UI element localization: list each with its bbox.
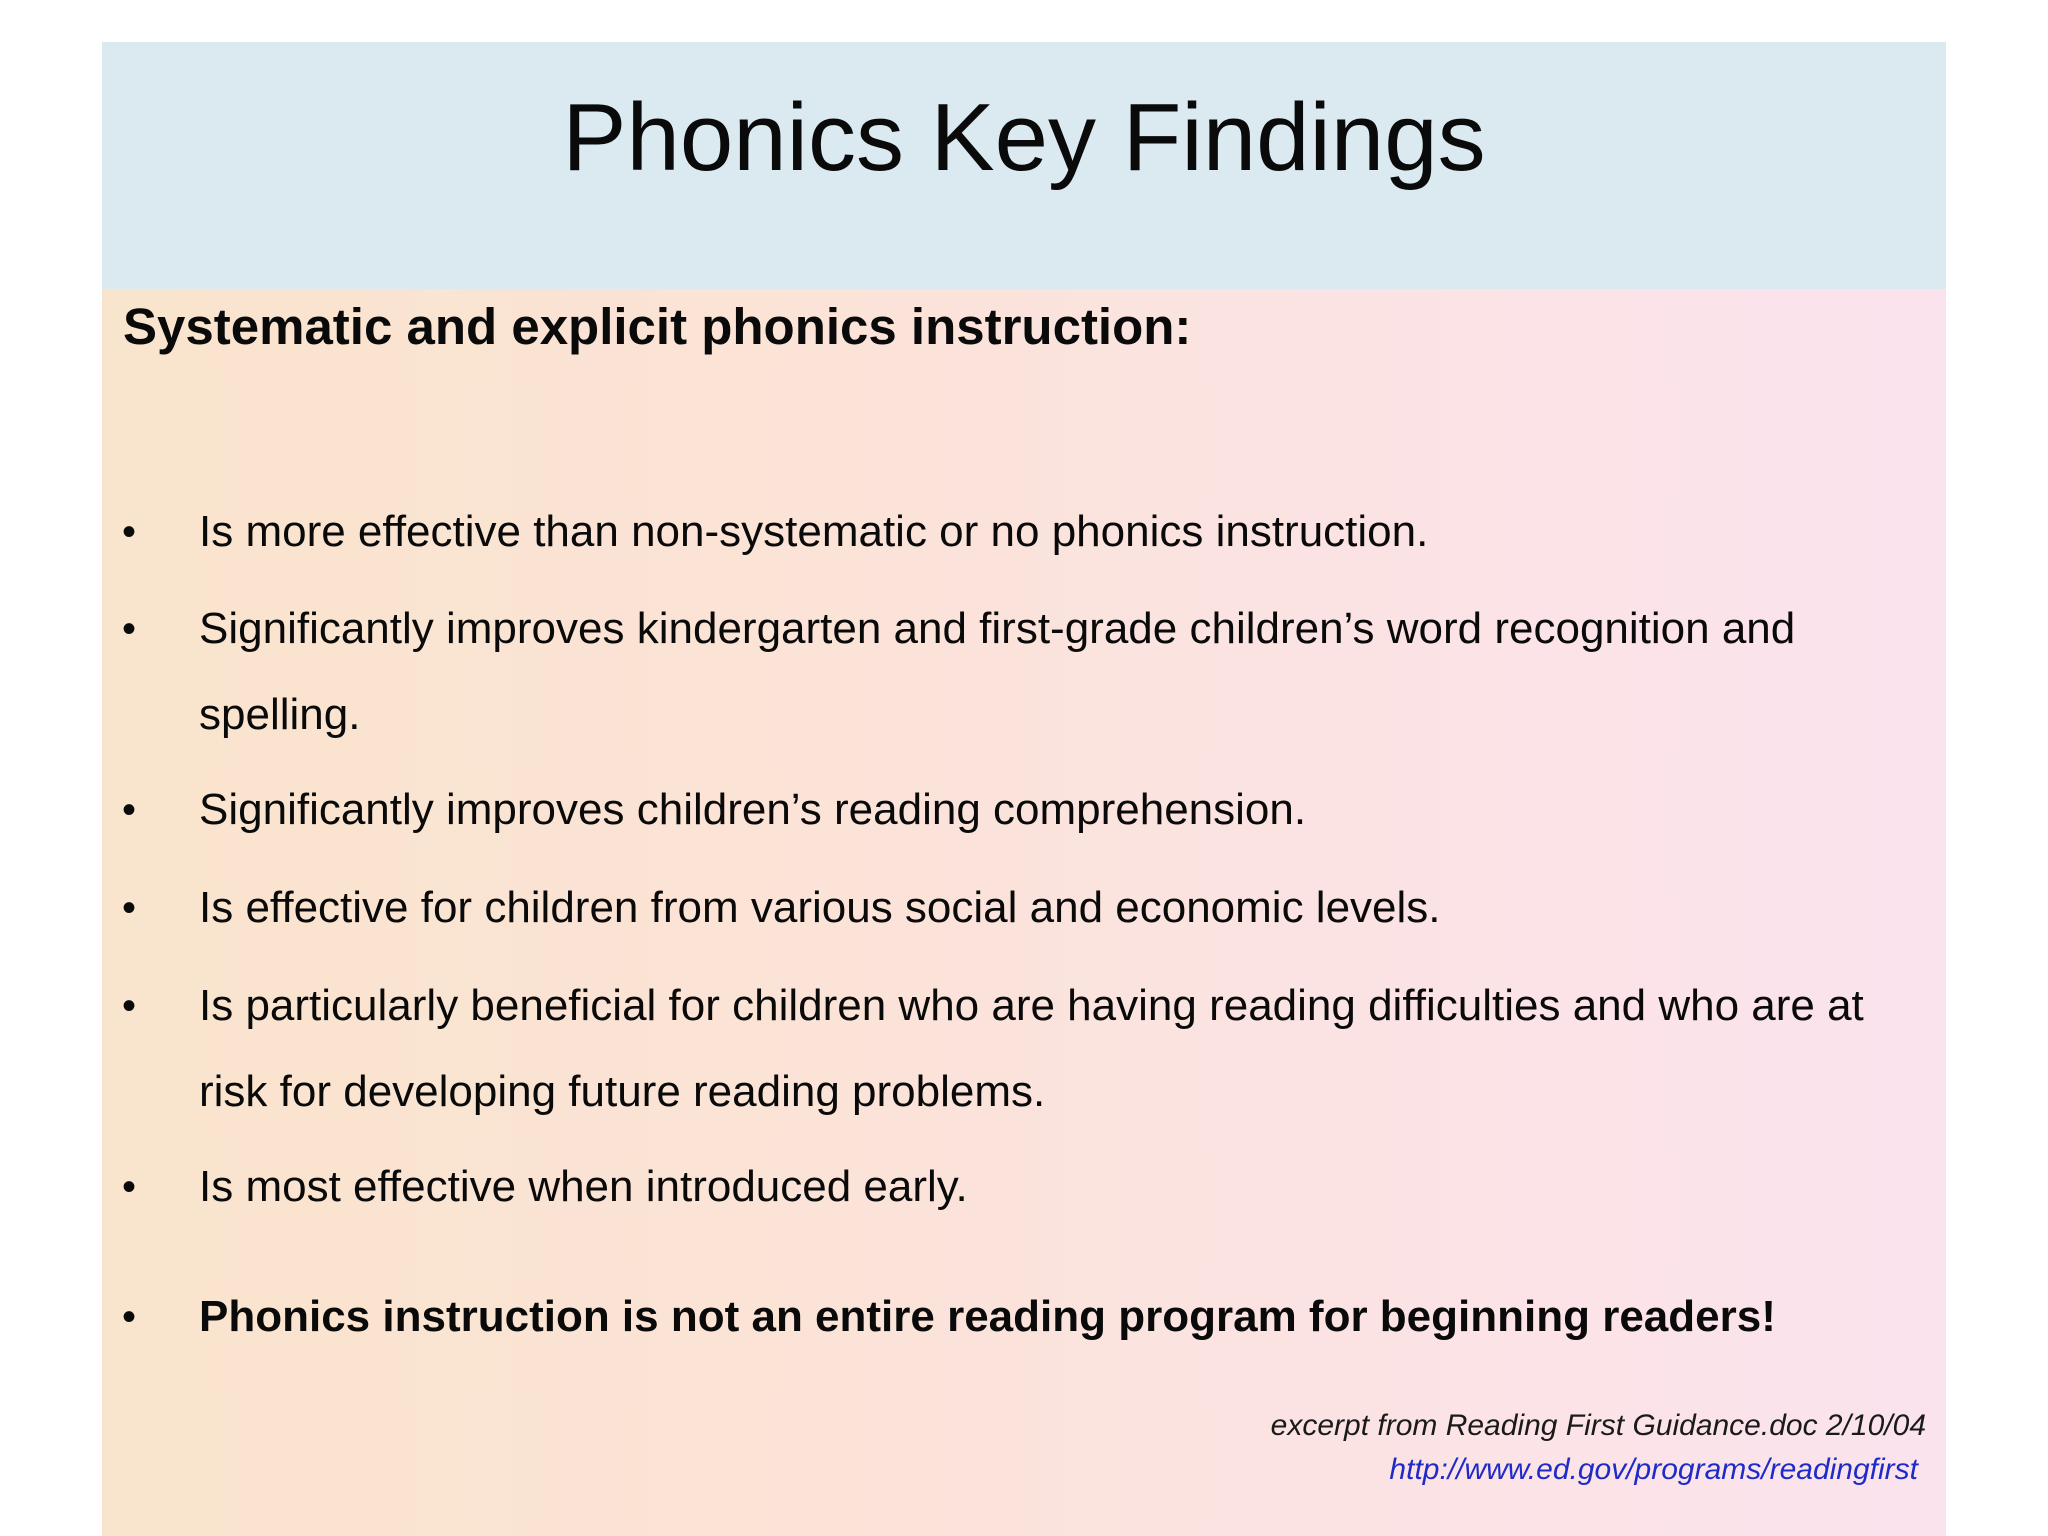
bullet-icon: • xyxy=(122,607,137,651)
source-link[interactable]: http://www.ed.gov/programs/readingfirst xyxy=(1389,1453,1918,1486)
bullet-icon: • xyxy=(122,510,137,554)
bullet-text: Significantly improves children’s reading comprehension. xyxy=(199,785,1307,834)
bullet-icon: • xyxy=(122,886,137,930)
section-heading: Systematic and explicit phonics instruction: xyxy=(123,298,1192,355)
title-band xyxy=(102,42,1946,289)
bullet-icon: • xyxy=(122,1295,137,1339)
bullet-text: Is effective for children from various social and economic levels. xyxy=(199,883,1441,932)
bullet-icon: • xyxy=(122,788,137,832)
bullet-text: Significantly improves kindergarten and first-grade children’s word recognition and spelling. xyxy=(199,604,1796,739)
bullet-text-bold: Phonics instruction is not an entire reading program for beginning readers! xyxy=(199,1292,1776,1341)
slide xyxy=(102,42,1946,1536)
bullet-text: Is more effective than non-systematic or no phonics instruction. xyxy=(199,507,1429,556)
slide-title: Phonics Key Findings xyxy=(562,84,1486,191)
bullet-icon: • xyxy=(122,984,137,1028)
bullet-text: Is particularly beneficial for children who are having reading difficulties and who are at risk for developing future reading problems. xyxy=(199,981,1864,1116)
bullet-text: Is most effective when introduced early. xyxy=(199,1162,968,1211)
source-citation: excerpt from Reading First Guidance.doc 2/10/04 xyxy=(1270,1409,1926,1442)
bullet-icon: • xyxy=(122,1165,137,1209)
